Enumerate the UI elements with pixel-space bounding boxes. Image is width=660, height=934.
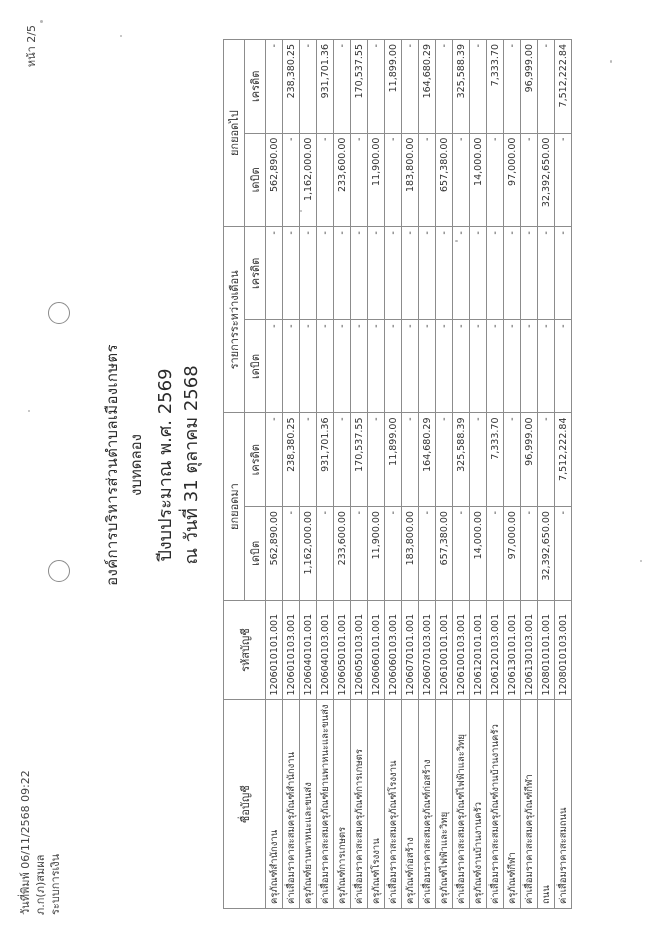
- mv-debit-cell: -: [453, 320, 470, 413]
- cf-debit-cell: -: [521, 133, 538, 227]
- cf-debit-cell: 233,600.00: [334, 133, 351, 227]
- account-name-cell: ค่าเสื่อมราคาสะสมครุภัณฑ์สำนักงาน: [283, 700, 300, 909]
- table-row: [317, 40, 334, 909]
- mv-debit-cell: -: [487, 320, 504, 413]
- cf-debit-cell: 97,000.00: [504, 133, 521, 227]
- account-code-cell: 1206060103.001: [385, 600, 402, 700]
- account-name-cell: ครุภัณฑ์ไฟฟ้าและวิทยุ: [436, 700, 453, 909]
- mv-credit-cell: -: [317, 227, 334, 320]
- table-row: [538, 40, 555, 909]
- account-code-cell: 1206130101.001: [504, 600, 521, 700]
- cf-debit-cell: -: [487, 133, 504, 227]
- print-header: [18, 770, 63, 915]
- bf-credit-cell: -: [266, 413, 283, 507]
- mv-debit-cell: -: [266, 320, 283, 413]
- mv-debit-cell: -: [334, 320, 351, 413]
- mv-debit-cell: -: [402, 320, 419, 413]
- bf-credit-cell: -: [504, 413, 521, 507]
- cf-debit-cell: 1,162,000.00: [300, 133, 317, 227]
- mv-debit-cell: -: [317, 320, 334, 413]
- bf-debit-cell: 183,800.00: [402, 507, 419, 601]
- account-name-cell: ค่าเสื่อมราคาสะสมครุภัณฑ์งานบ้านงานครัว: [487, 700, 504, 909]
- account-code-cell: 1206120101.001: [470, 600, 487, 700]
- cf-credit-cell: -: [266, 40, 283, 134]
- account-code-cell: 1206050101.001: [334, 600, 351, 700]
- mv-debit-cell: -: [470, 320, 487, 413]
- table-row: [504, 40, 521, 909]
- bf-debit-cell: -: [385, 507, 402, 601]
- account-code-cell: 1206040101.001: [300, 600, 317, 700]
- fiscal-year-title: ปีงบประมาณ พ.ศ. 2569: [155, 368, 176, 562]
- bf-credit-cell: 931,701.36: [317, 413, 334, 507]
- table-row: [555, 40, 572, 909]
- org-title: องค์การบริหารส่วนตำบลเมืองเกษตร: [103, 344, 121, 586]
- cf-credit-cell: -: [470, 40, 487, 134]
- account-name-header: ชื่อบัญชี: [224, 700, 266, 909]
- cf-debit-cell: -: [385, 133, 402, 227]
- mv-debit-header: เดบิต: [245, 320, 266, 413]
- mv-debit-cell: -: [283, 320, 300, 413]
- table-row: [385, 40, 402, 909]
- cf-credit-cell: -: [436, 40, 453, 134]
- mv-debit-cell: -: [385, 320, 402, 413]
- cf-credit-cell: -: [504, 40, 521, 134]
- account-code-cell: 1206100101.001: [436, 600, 453, 700]
- bf-credit-cell: 7,512,222.84: [555, 413, 572, 507]
- movement-header: รายการระหว่างเดือน: [224, 227, 245, 413]
- mv-credit-cell: -: [470, 227, 487, 320]
- bf-debit-cell: 657,380.00: [436, 507, 453, 601]
- mv-debit-cell: -: [538, 320, 555, 413]
- mv-credit-cell: -: [436, 227, 453, 320]
- cf-credit-cell: 325,588.39: [453, 40, 470, 134]
- bf-debit-cell: -: [521, 507, 538, 601]
- account-code-cell: 1208010101.001: [538, 600, 555, 700]
- cf-credit-header: เครดิต: [245, 40, 266, 134]
- mv-debit-cell: -: [521, 320, 538, 413]
- table-row: [436, 40, 453, 909]
- bf-credit-cell: -: [436, 413, 453, 507]
- mv-debit-cell: -: [504, 320, 521, 413]
- cf-credit-cell: 11,899.00: [385, 40, 402, 134]
- page-number: หน้า 2/5: [25, 25, 38, 68]
- cf-credit-cell: -: [368, 40, 385, 134]
- bf-debit-cell: -: [419, 507, 436, 601]
- cf-debit-cell: -: [317, 133, 334, 227]
- bf-debit-cell: 97,000.00: [504, 507, 521, 601]
- mv-credit-cell: -: [351, 227, 368, 320]
- mv-debit-cell: -: [419, 320, 436, 413]
- mv-credit-cell: -: [300, 227, 317, 320]
- org-line: ภ.ก(ภ)สมผล: [34, 854, 47, 915]
- bf-debit-cell: -: [283, 507, 300, 601]
- bf-credit-header: เครดิต: [245, 413, 266, 507]
- bf-debit-cell: 562,890.00: [266, 507, 283, 601]
- mv-credit-cell: -: [487, 227, 504, 320]
- cf-credit-cell: -: [300, 40, 317, 134]
- cf-credit-cell: 170,537.55: [351, 40, 368, 134]
- account-name-cell: ค่าเสื่อมราคาสะสมครุภัณฑ์กีฬา: [521, 700, 538, 909]
- account-name-cell: ค่าเสื่อมราคาสะสมครุภัณฑ์การเกษตร: [351, 700, 368, 909]
- account-name-cell: ครุภัณฑ์ยานพาหนะและขนส่ง: [300, 700, 317, 909]
- cf-credit-cell: -: [334, 40, 351, 134]
- report-title: งบทดลอง: [127, 434, 145, 496]
- mv-credit-cell: -: [538, 227, 555, 320]
- mv-debit-cell: -: [300, 320, 317, 413]
- bf-credit-cell: 164,680.29: [419, 413, 436, 507]
- carried-forward-header: ยกยอดไป: [224, 40, 245, 227]
- account-code-cell: 1206130103.001: [521, 600, 538, 700]
- mv-debit-cell: -: [368, 320, 385, 413]
- bf-debit-cell: 14,000.00: [470, 507, 487, 601]
- bf-credit-cell: -: [402, 413, 419, 507]
- account-code-cell: 1206010103.001: [283, 600, 300, 700]
- bf-debit-cell: -: [317, 507, 334, 601]
- mv-credit-header: เครดิต: [245, 227, 266, 320]
- table-row: [402, 40, 419, 909]
- account-code-cell: 1206050103.001: [351, 600, 368, 700]
- cf-credit-cell: 7,333.70: [487, 40, 504, 134]
- mv-credit-cell: -: [283, 227, 300, 320]
- bf-debit-cell: 1,162,000.00: [300, 507, 317, 601]
- account-name-cell: ค่าเสื่อมราคาสะสมครุภัณฑ์ไฟฟ้าและวิทยุ: [453, 700, 470, 909]
- account-name-cell: ครุภัณฑ์โรงงาน: [368, 700, 385, 909]
- bf-debit-header: เดบิต: [245, 507, 266, 601]
- account-code-cell: 1206070101.001: [402, 600, 419, 700]
- account-name-cell: ค่าเสื่อมราคาสะสมครุภัณฑ์โรงงาน: [385, 700, 402, 909]
- cf-debit-cell: 562,890.00: [266, 133, 283, 227]
- table-row: [351, 40, 368, 909]
- cf-credit-cell: -: [402, 40, 419, 134]
- cf-credit-cell: 238,380.25: [283, 40, 300, 134]
- table-body: [266, 40, 572, 909]
- table-row: [419, 40, 436, 909]
- cf-debit-cell: -: [419, 133, 436, 227]
- system-line: ระบบการเงิน: [49, 853, 62, 915]
- mv-credit-cell: -: [521, 227, 538, 320]
- cf-debit-cell: 32,392,650.00: [538, 133, 555, 227]
- bf-credit-cell: 170,537.55: [351, 413, 368, 507]
- mv-debit-cell: -: [351, 320, 368, 413]
- mv-credit-cell: -: [266, 227, 283, 320]
- mv-credit-cell: -: [419, 227, 436, 320]
- account-name-cell: ค่าเสื่อมราคาสะสมครุภัณฑ์ก่อสร้าง: [419, 700, 436, 909]
- cf-debit-header: เดบิต: [245, 133, 266, 227]
- table-row: [521, 40, 538, 909]
- print-date: วันที่พิมพ์ 06/11/2568 09:22: [19, 770, 32, 915]
- account-name-cell: ครุภัณฑ์กีฬา: [504, 700, 521, 909]
- bf-credit-cell: 11,899.00: [385, 413, 402, 507]
- table-row: [487, 40, 504, 909]
- account-code-cell: 1206070103.001: [419, 600, 436, 700]
- bf-credit-cell: 238,380.25: [283, 413, 300, 507]
- cf-credit-cell: -: [538, 40, 555, 134]
- table-row: [453, 40, 470, 909]
- bf-credit-cell: -: [538, 413, 555, 507]
- table-row: [300, 40, 317, 909]
- account-name-cell: ครุภัณฑ์สำนักงาน: [266, 700, 283, 909]
- mv-credit-cell: -: [368, 227, 385, 320]
- bf-credit-cell: 96,999.00: [521, 413, 538, 507]
- cf-debit-cell: 183,800.00: [402, 133, 419, 227]
- bf-debit-cell: -: [487, 507, 504, 601]
- mv-credit-cell: -: [385, 227, 402, 320]
- bf-debit-cell: -: [453, 507, 470, 601]
- mv-credit-cell: -: [504, 227, 521, 320]
- mv-debit-cell: -: [436, 320, 453, 413]
- cf-debit-cell: 14,000.00: [470, 133, 487, 227]
- mv-credit-cell: -: [555, 227, 572, 320]
- cf-debit-cell: 657,380.00: [436, 133, 453, 227]
- account-name-cell: ครุภัณฑ์การเกษตร: [334, 700, 351, 909]
- bf-credit-cell: 325,588.39: [453, 413, 470, 507]
- mv-credit-cell: -: [334, 227, 351, 320]
- cf-credit-cell: 164,680.29: [419, 40, 436, 134]
- account-code-header: รหัสบัญชี: [224, 600, 266, 700]
- as-of-date-title: ณ วันที่ 31 ตุลาคม 2568: [181, 365, 202, 565]
- bf-credit-cell: -: [334, 413, 351, 507]
- account-name-cell: ครุภัณฑ์งานบ้านงานครัว: [470, 700, 487, 909]
- cf-debit-cell: -: [283, 133, 300, 227]
- bf-debit-cell: 11,900.00: [368, 507, 385, 601]
- bf-credit-cell: -: [470, 413, 487, 507]
- cf-debit-cell: -: [555, 133, 572, 227]
- table-row: [470, 40, 487, 909]
- table-row: [283, 40, 300, 909]
- bf-credit-cell: -: [300, 413, 317, 507]
- table-row: [334, 40, 351, 909]
- account-name-cell: ถนน: [538, 700, 555, 909]
- bf-credit-cell: 7,333.70: [487, 413, 504, 507]
- table-row: [368, 40, 385, 909]
- trial-balance-table: [223, 39, 572, 909]
- account-name-cell: ค่าเสื่อมราคาสะสมถนน: [555, 700, 572, 909]
- bf-debit-cell: 233,600.00: [334, 507, 351, 601]
- account-code-cell: 1206100103.001: [453, 600, 470, 700]
- bf-debit-cell: 32,392,650.00: [538, 507, 555, 601]
- account-code-cell: 1206010101.001: [266, 600, 283, 700]
- scan-speck: [640, 560, 642, 562]
- cf-debit-cell: -: [351, 133, 368, 227]
- cf-credit-cell: 96,999.00: [521, 40, 538, 134]
- account-code-cell: 1208010103.001: [555, 600, 572, 700]
- account-code-cell: 1206060101.001: [368, 600, 385, 700]
- cf-debit-cell: 11,900.00: [368, 133, 385, 227]
- account-code-cell: 1206040103.001: [317, 600, 334, 700]
- bf-credit-cell: -: [368, 413, 385, 507]
- cf-credit-cell: 931,701.36: [317, 40, 334, 134]
- table-row: [266, 40, 283, 909]
- cf-debit-cell: -: [453, 133, 470, 227]
- cf-credit-cell: 7,512,222.84: [555, 40, 572, 134]
- account-name-cell: ค่าเสื่อมราคาสะสมครุภัณฑ์ยานพาหนะและขนส่ง: [317, 700, 334, 909]
- account-code-cell: 1206120103.001: [487, 600, 504, 700]
- rotated-report-page: [18, 15, 638, 915]
- bf-debit-cell: -: [351, 507, 368, 601]
- account-name-cell: ครุภัณฑ์ก่อสร้าง: [402, 700, 419, 909]
- mv-credit-cell: -: [402, 227, 419, 320]
- mv-debit-cell: -: [555, 320, 572, 413]
- brought-forward-header: ยกยอดมา: [224, 413, 245, 600]
- bf-debit-cell: -: [555, 507, 572, 601]
- mv-credit-cell: -: [453, 227, 470, 320]
